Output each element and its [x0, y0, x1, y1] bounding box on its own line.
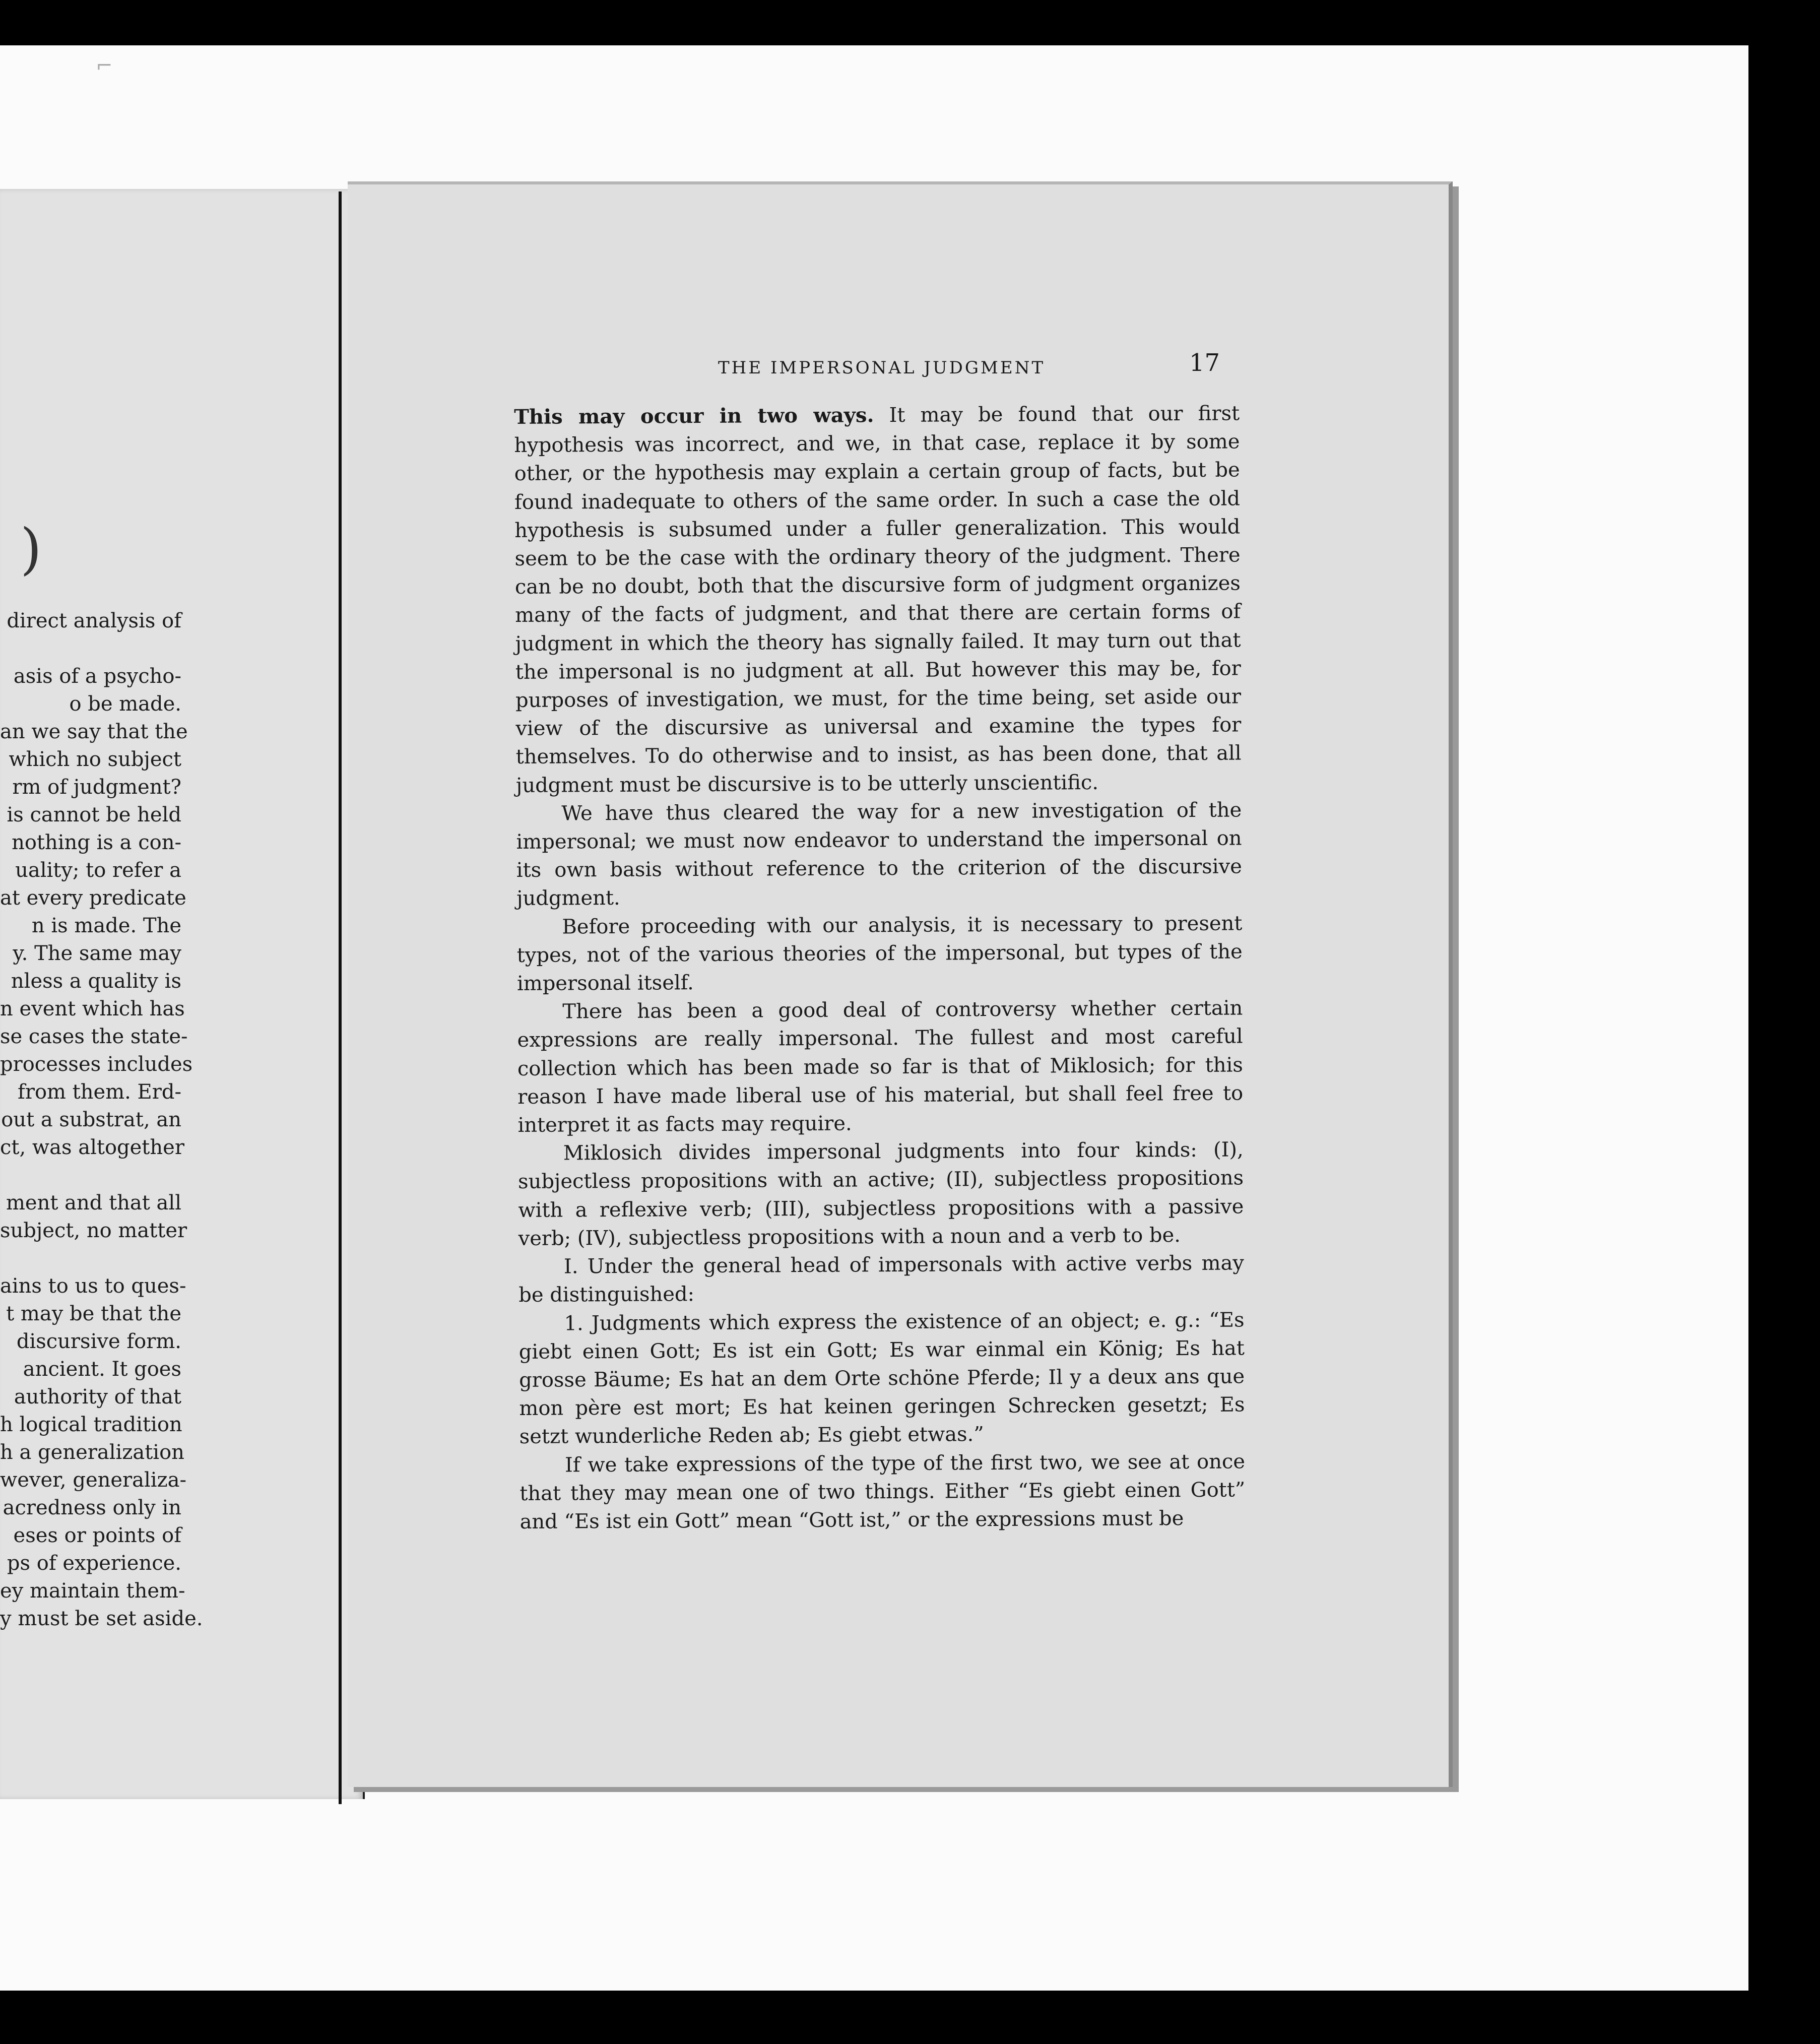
left-page-line: subject, no matter — [0, 1219, 187, 1242]
left-page-line: authority of that — [14, 1385, 181, 1409]
left-page-line: ey maintain them- — [0, 1579, 185, 1603]
left-page-line: n event which has — [0, 997, 185, 1020]
scan-bottom-border — [0, 1991, 1820, 2044]
left-page-line: n is made. The — [31, 914, 181, 937]
left-page-line: from them. Erd- — [18, 1080, 181, 1104]
left-page-line — [0, 1245, 181, 1272]
left-page-line: ps of experience. — [7, 1552, 181, 1575]
left-page-line: h logical tradition — [0, 1413, 182, 1436]
left-page-line: y must be set aside. — [0, 1607, 203, 1630]
left-page-line: nothing is a con- — [12, 831, 181, 854]
left-page-line: discursive form. — [16, 1330, 181, 1353]
left-page-line: at every predicate — [0, 886, 186, 910]
left-page-line: which no subject — [9, 748, 181, 771]
left-page-line: eses or points of — [13, 1524, 181, 1547]
pencil-mark: ) — [20, 517, 42, 581]
left-page — [0, 189, 365, 1799]
paragraph — [514, 399, 1242, 799]
running-header: THE IMPERSONAL JUDGMENT — [718, 358, 1046, 378]
left-page-line: t may be that the — [6, 1302, 181, 1325]
left-page-line: se cases the state- — [0, 1025, 188, 1048]
paragraph: Before proceeding with our analysis, it is necessary to present types, not of the various theories of the impersonal, but types of the impersonal itself. — [516, 912, 1243, 996]
left-page-line: nless a quality is — [11, 970, 181, 993]
paragraph: 1. Judgments which express the existence of an object; e. g.: “Es giebt einen Gott; Es ist ein Gott; Es war einmal ein König; Es hat grosse Bäume; Es hat an dem Orte schöne Pferde; Il y a deux ans que mon père est mort; Es hat keinen geringen Schrecken gesetzt; Es setzt wunderliche Reden ab; Es giebt etwas.” — [518, 1308, 1245, 1449]
paragraph: There has been a good deal of controversy whether certain expressions are really impersonal. The fullest and most careful collection which has been made so far is that of Miklosich; for this reason I have made liberal use of his material, but shall feel free to interpret it as facts may require. — [517, 996, 1244, 1137]
scan-corner-mark: ⌐ — [96, 54, 113, 78]
left-page-line — [0, 1162, 181, 1189]
paragraph-text: It may be found that our first hypothesis was incorrect, and we, in that case, replace it by some other, or the hypothesis may explain a certain group of facts, but be found inadequate to others of the same order. In such a case the old hypothesis is subsumed under a fuller generalization. This would seem to be the case with the ordinary theory of the judgment. There can be no doubt, both that the discursive form of judgment organizes many of the facts of judgment, and that there are certain forms of judgment in which the theory has signally failed. It may turn out that the impersonal is no judgment at all. But however this may be, for purposes of investigation, we must, for the time being, set aside our view of the discursive as universal and examine the types for themselves. To do otherwise and to insist, as has been done, that all judgment must be discursive is to be utterly unscientific. — [514, 402, 1242, 797]
paragraph-lead: This may occur in two ways. — [514, 403, 874, 429]
left-page-line: an we say that the — [0, 720, 188, 743]
paragraph: Miklosich divides impersonal judgments into four kinds: (I), subjectless propositions with an active; (II), subjectless propositions with a reflexive verb; (III), subjectless propositions with a passive verb; (IV), subjectless propositions with a noun and a verb to be. — [517, 1138, 1244, 1250]
paragraph: If we take expressions of the type of the first two, we see at once that they may mean one of two things. Either “Es giebt einen Gott” and “Es ist ein Gott” mean “Gott ist,” or the expressions must be — [519, 1449, 1246, 1534]
left-page-line: uality; to refer a — [15, 859, 181, 882]
left-page-line: acredness only in — [3, 1496, 181, 1519]
left-page-line: o be made. — [69, 692, 181, 716]
left-page-text — [0, 607, 203, 1633]
left-page-line: asis of a psycho- — [13, 665, 181, 688]
left-page-line: h a generalization — [0, 1441, 184, 1464]
page-number: 17 — [1189, 349, 1220, 377]
book-spine — [339, 191, 342, 1804]
left-page-line: is cannot be held — [7, 803, 181, 826]
paragraph: We have thus cleared the way for a new investigation of the impersonal; we must now endeavor to understand the impersonal on its own basis without reference to the criterion of the discursive judgment. — [516, 798, 1242, 911]
left-page-line: y. The same may — [13, 942, 181, 965]
left-page-line: ct, was altogether — [0, 1136, 184, 1159]
scan-right-border — [1748, 0, 1820, 2044]
scan-top-border — [0, 0, 1820, 38]
left-page-line: processes includes — [0, 1053, 193, 1076]
left-page-line: ancient. It goes — [23, 1358, 181, 1381]
paragraph: I. Under the general head of impersonals with active verbs may be distinguished: — [518, 1251, 1245, 1307]
left-page-line: rm of judgment? — [12, 776, 181, 799]
left-page-line: out a substrat, an — [1, 1108, 181, 1131]
left-page-line: direct analysis of — [7, 609, 181, 632]
left-page-line: ains to us to ques- — [0, 1274, 186, 1298]
left-page-line: wever, generaliza- — [0, 1468, 187, 1492]
left-page-line — [0, 635, 181, 663]
left-page-line: ment and that all — [6, 1191, 181, 1215]
page-body — [514, 399, 1246, 1536]
